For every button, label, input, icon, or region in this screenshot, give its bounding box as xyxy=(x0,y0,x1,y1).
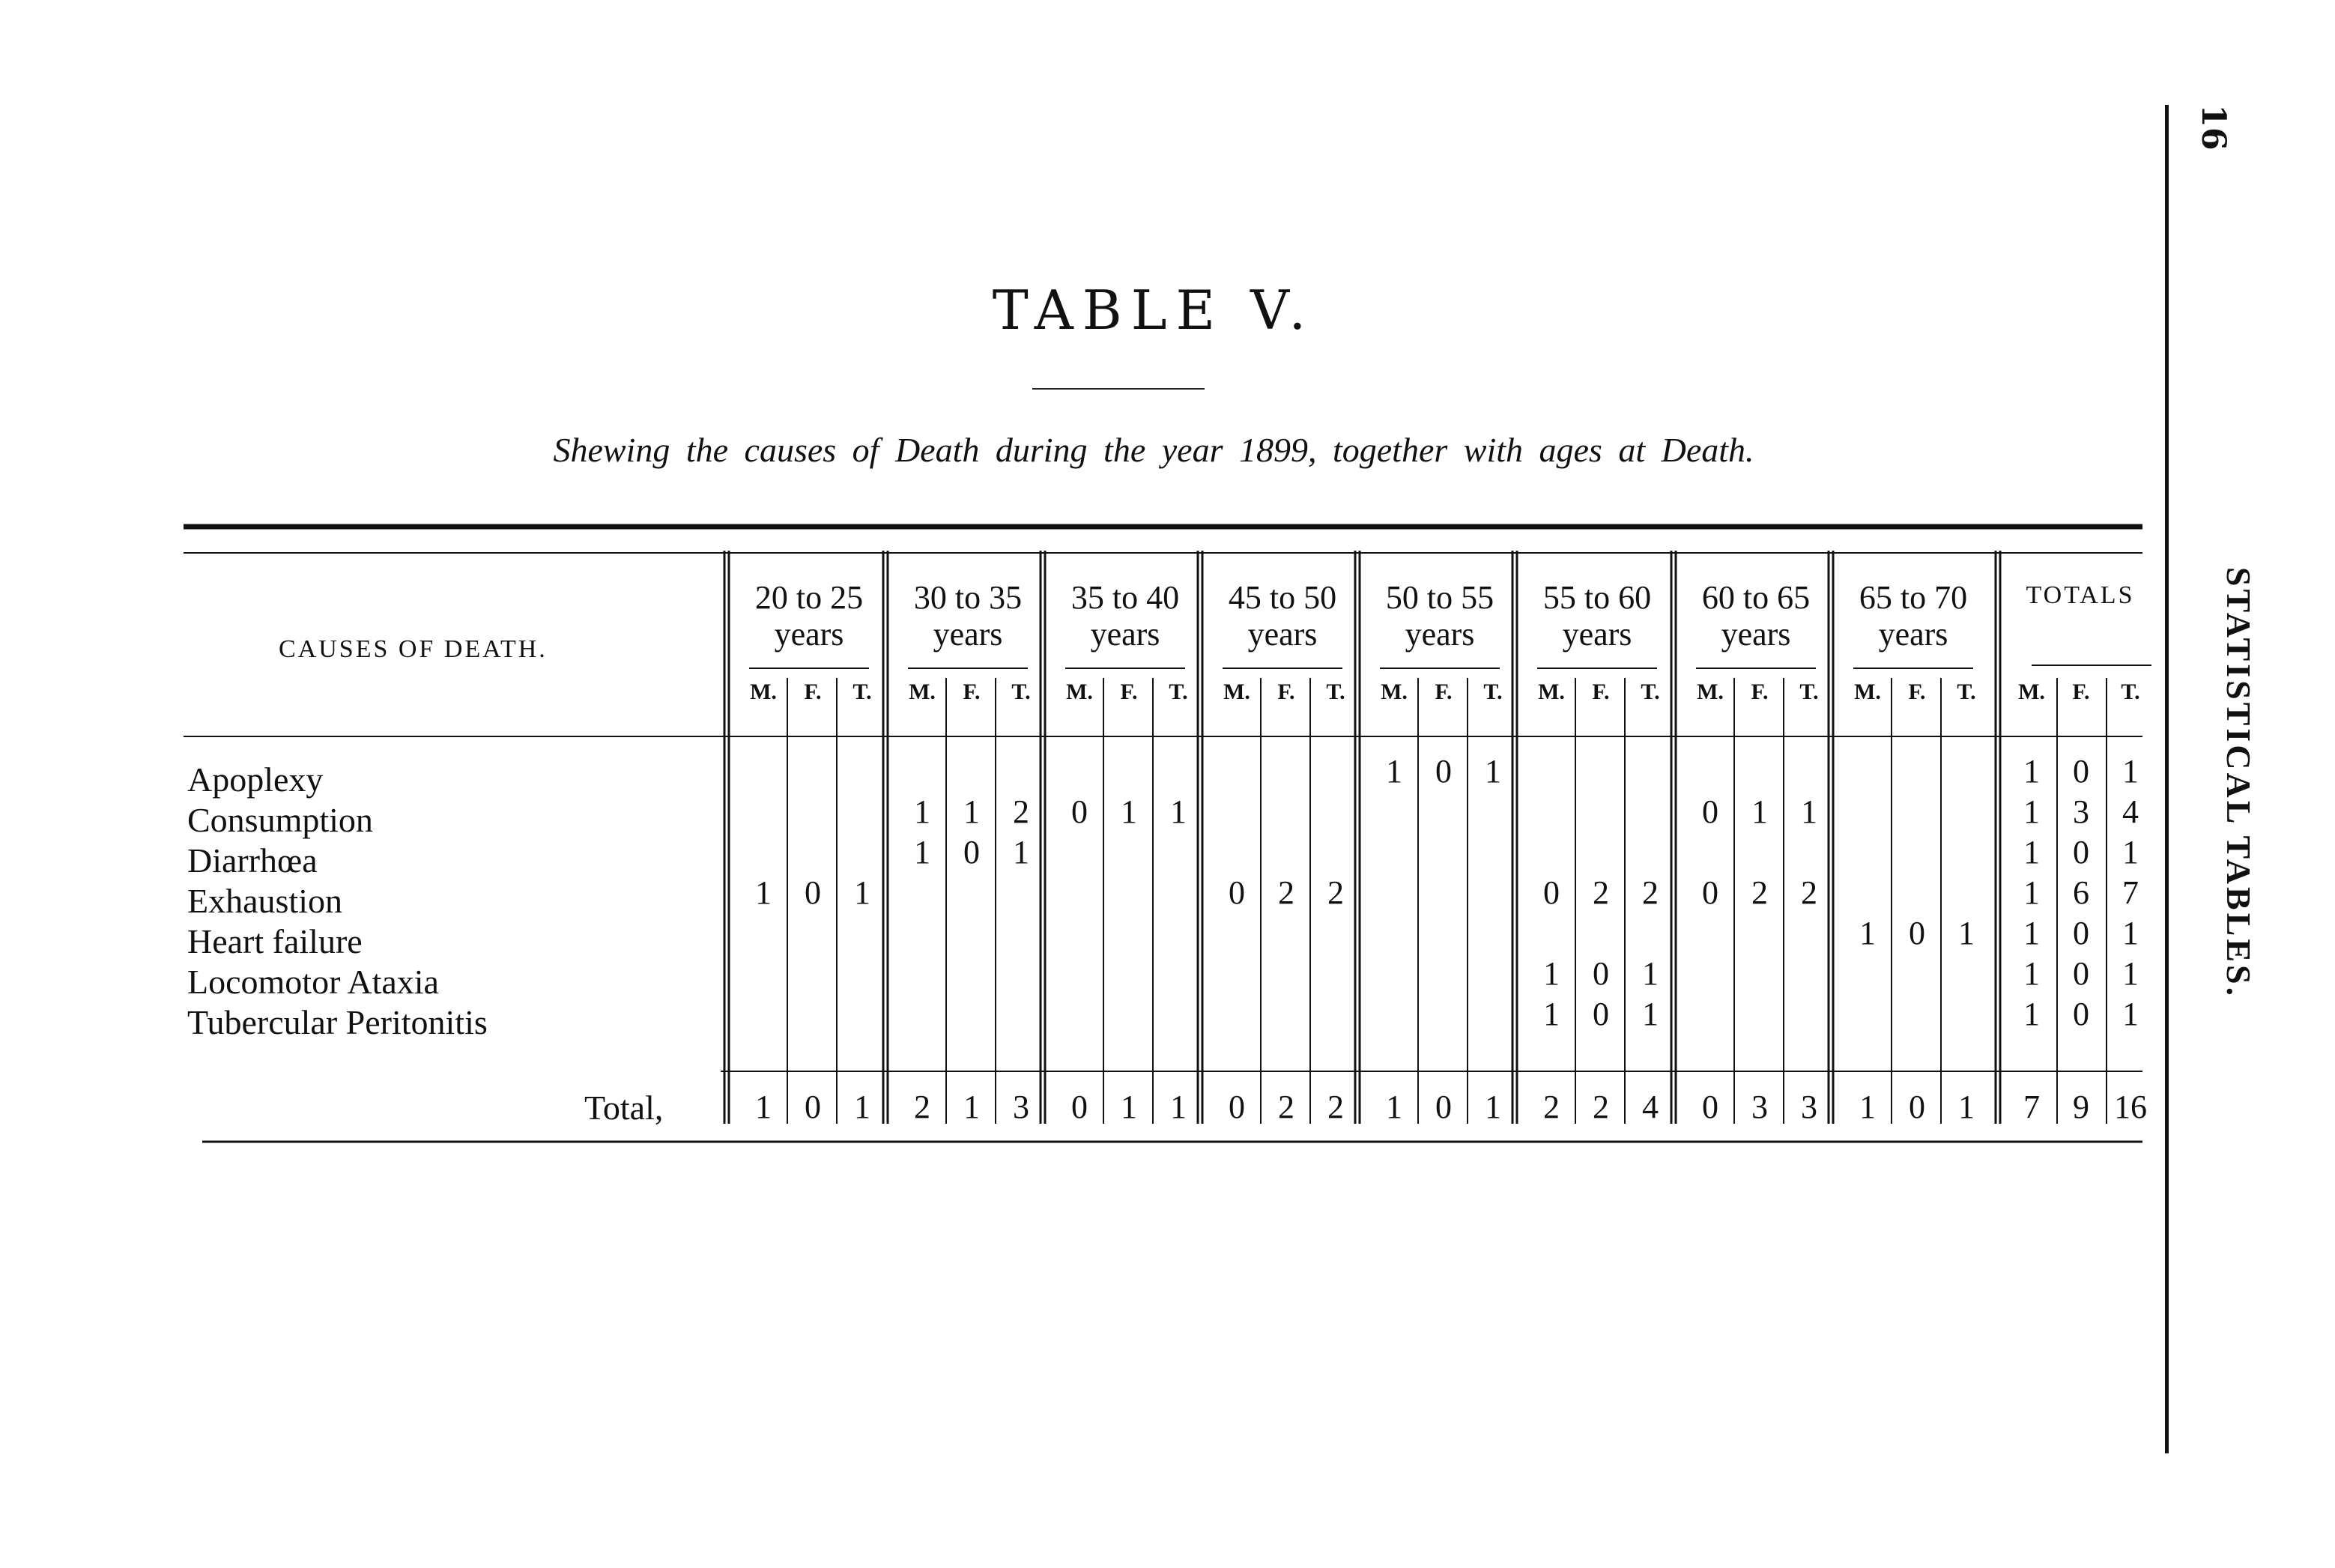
sex-column-header: M. xyxy=(1381,679,1408,704)
age-group-header xyxy=(1835,578,1992,653)
totals-sex-column-header: M. xyxy=(2018,679,2045,704)
table-cell: 0 xyxy=(1702,874,1718,911)
table-cell: 0 xyxy=(1593,996,1609,1032)
table-cell: 2 xyxy=(1751,874,1768,911)
grand-total-cell: 7 xyxy=(2023,1089,2040,1125)
row-total-cell: 6 xyxy=(2073,874,2089,911)
row-total-cell: 1 xyxy=(2023,915,2040,951)
table-cell: 0 xyxy=(1593,955,1609,992)
table-cell: 1 xyxy=(1013,834,1029,871)
row-total-cell: 0 xyxy=(2073,915,2089,951)
age-group-header xyxy=(1518,578,1676,653)
sex-column-header: M. xyxy=(1697,679,1724,704)
cause-column-header: CAUSES OF DEATH. xyxy=(279,635,548,663)
age-group-header xyxy=(730,578,888,653)
table-cell: 1 xyxy=(1170,793,1187,830)
age-unit-label: years xyxy=(1562,616,1632,653)
age-group-header xyxy=(889,578,1047,653)
age-group-header xyxy=(1361,578,1518,653)
age-group-header xyxy=(1204,578,1361,653)
table-cell: 1 xyxy=(914,834,930,871)
row-total-cell: 1 xyxy=(2122,834,2139,871)
grand-total-cell: 16 xyxy=(2114,1089,2147,1125)
age-range-label: 20 to 25 xyxy=(754,579,864,616)
age-unit-label: years xyxy=(1090,616,1160,653)
page-number: 16 xyxy=(2194,104,2232,151)
total-cell: 2 xyxy=(914,1089,930,1125)
sex-column-header: F. xyxy=(1592,679,1610,704)
total-cell: 0 xyxy=(1229,1089,1245,1125)
table-subtitle: Shewing the causes of Death during the year 1899, together with ages at Death. xyxy=(553,431,1754,469)
total-cell: 3 xyxy=(1801,1089,1817,1125)
sex-column-header: M. xyxy=(1066,679,1093,704)
total-cell: 1 xyxy=(1859,1089,1876,1125)
total-cell: 3 xyxy=(1013,1089,1029,1125)
table-cell: 1 xyxy=(1801,793,1817,830)
age-group-header xyxy=(1677,578,1835,653)
row-total-cell: 1 xyxy=(2023,996,2040,1032)
table-cell: 1 xyxy=(1543,955,1560,992)
sex-column-header: M. xyxy=(909,679,936,704)
age-range-label: 45 to 50 xyxy=(1228,579,1337,616)
row-total-cell: 1 xyxy=(2023,874,2040,911)
row-total-cell: 0 xyxy=(2073,996,2089,1032)
table-cell: 2 xyxy=(1801,874,1817,911)
sex-column-header: F. xyxy=(1277,679,1295,704)
age-range-label: 50 to 55 xyxy=(1385,579,1494,616)
totals-sex-column-header: F. xyxy=(2072,679,2090,704)
row-total-cell: 1 xyxy=(2023,753,2040,790)
row-total-cell: 1 xyxy=(2122,955,2139,992)
age-range-label: 30 to 35 xyxy=(913,579,1023,616)
sex-column-header: T. xyxy=(1641,679,1660,704)
row-total-cell: 3 xyxy=(2073,793,2089,830)
age-unit-label: years xyxy=(1878,616,1948,653)
age-unit-label: years xyxy=(933,616,1003,653)
table-cell: 0 xyxy=(1229,874,1245,911)
total-cell: 1 xyxy=(963,1089,980,1125)
row-total-cell: 0 xyxy=(2073,753,2089,790)
age-range-label: 65 to 70 xyxy=(1859,579,1968,616)
sex-column-header: M. xyxy=(1854,679,1881,704)
total-cell: 1 xyxy=(1386,1089,1402,1125)
table-cell: 0 xyxy=(963,834,980,871)
cause-of-death: Tubercular Peritonitis xyxy=(187,1003,488,1041)
table-cell: 2 xyxy=(1278,874,1294,911)
sex-column-header: T. xyxy=(1169,679,1188,704)
sex-column-header: F. xyxy=(1120,679,1138,704)
table-cell: 1 xyxy=(1543,996,1560,1032)
total-cell: 1 xyxy=(1170,1089,1187,1125)
table-cell: 1 xyxy=(1642,996,1659,1032)
sex-column-header: T. xyxy=(1011,679,1031,704)
total-cell: 2 xyxy=(1593,1089,1609,1125)
row-total-cell: 1 xyxy=(2023,955,2040,992)
cause-of-death: Apoplexy xyxy=(187,760,324,799)
sex-column-header: T. xyxy=(1326,679,1345,704)
table-cell: 1 xyxy=(1642,955,1659,992)
sex-column-header: M. xyxy=(1538,679,1565,704)
sex-column-header: M. xyxy=(1223,679,1250,704)
age-range-label: 35 to 40 xyxy=(1070,579,1180,616)
total-cell: 1 xyxy=(1958,1089,1975,1125)
running-head: STATISTICAL TABLES. xyxy=(2220,566,2258,999)
sex-column-header: T. xyxy=(1957,679,1976,704)
age-group-header xyxy=(1047,578,1204,653)
table-cell: 0 xyxy=(1543,874,1560,911)
table-cell: 1 xyxy=(755,874,772,911)
row-total-cell: 0 xyxy=(2073,955,2089,992)
cause-of-death: Exhaustion xyxy=(187,882,342,920)
table-cell: 2 xyxy=(1327,874,1344,911)
total-cell: 0 xyxy=(805,1089,821,1125)
table-cell: 1 xyxy=(1958,915,1975,951)
total-cell: 1 xyxy=(854,1089,870,1125)
row-total-cell: 1 xyxy=(2122,915,2139,951)
age-unit-label: years xyxy=(1405,616,1475,653)
row-total-cell: 4 xyxy=(2122,793,2139,830)
age-range-label: 55 to 60 xyxy=(1542,579,1652,616)
table-cell: 2 xyxy=(1642,874,1659,911)
table-cell: 0 xyxy=(1909,915,1925,951)
table-cell: 1 xyxy=(1386,753,1402,790)
table-cell: 0 xyxy=(1435,753,1452,790)
table-cell: 0 xyxy=(805,874,821,911)
cause-of-death: Consumption xyxy=(187,801,373,839)
sex-column-header: F. xyxy=(963,679,981,704)
row-total-cell: 1 xyxy=(2023,793,2040,830)
row-total-cell: 1 xyxy=(2122,996,2139,1032)
age-unit-label: years xyxy=(774,616,844,653)
total-cell: 1 xyxy=(1485,1089,1501,1125)
row-total-cell: 1 xyxy=(2023,834,2040,871)
cause-of-death: Diarrhœa xyxy=(187,841,318,880)
total-cell: 1 xyxy=(1121,1089,1137,1125)
total-cell: 0 xyxy=(1909,1089,1925,1125)
row-total-cell: 0 xyxy=(2073,834,2089,871)
table-cell: 2 xyxy=(1013,793,1029,830)
total-cell: 0 xyxy=(1071,1089,1088,1125)
table-cell: 1 xyxy=(1485,753,1501,790)
age-range-label: 60 to 65 xyxy=(1701,579,1811,616)
sex-column-header: M. xyxy=(750,679,777,704)
table-cell: 2 xyxy=(1593,874,1609,911)
total-cell: 2 xyxy=(1543,1089,1560,1125)
age-unit-label: years xyxy=(1721,616,1791,653)
total-cell: 2 xyxy=(1327,1089,1344,1125)
sex-column-header: T. xyxy=(1799,679,1819,704)
cause-of-death: Heart failure xyxy=(187,922,363,960)
totals-sex-column-header: T. xyxy=(2121,679,2140,704)
sex-column-header: T. xyxy=(1483,679,1503,704)
table-title: TABLE V. xyxy=(992,279,1315,342)
table-cell: 1 xyxy=(914,793,930,830)
sex-column-header: F. xyxy=(804,679,822,704)
table-cell: 1 xyxy=(854,874,870,911)
row-total-cell: 1 xyxy=(2122,753,2139,790)
table-cell: 0 xyxy=(1071,793,1088,830)
total-cell: 0 xyxy=(1702,1089,1718,1125)
table-cell: 1 xyxy=(1751,793,1768,830)
row-total-cell: 7 xyxy=(2122,874,2139,911)
cause-of-death: Locomotor Ataxia xyxy=(187,963,439,1001)
age-unit-label: years xyxy=(1247,616,1318,653)
table-cell: 1 xyxy=(963,793,980,830)
table-cell: 1 xyxy=(1121,793,1137,830)
sex-column-header: F. xyxy=(1908,679,1926,704)
table-cell: 0 xyxy=(1702,793,1718,830)
grand-total-cell: 9 xyxy=(2073,1089,2089,1125)
totals-header: TOTALS xyxy=(2026,581,2135,609)
sex-column-header: F. xyxy=(1435,679,1453,704)
total-cell: 0 xyxy=(1435,1089,1452,1125)
total-cell: 3 xyxy=(1751,1089,1768,1125)
total-cell: 1 xyxy=(755,1089,772,1125)
sex-column-header: T. xyxy=(852,679,872,704)
table-cell: 1 xyxy=(1859,915,1876,951)
total-cell: 2 xyxy=(1278,1089,1294,1125)
total-cell: 4 xyxy=(1642,1089,1659,1125)
total-label: Total, xyxy=(584,1089,664,1127)
sex-column-header: F. xyxy=(1751,679,1769,704)
